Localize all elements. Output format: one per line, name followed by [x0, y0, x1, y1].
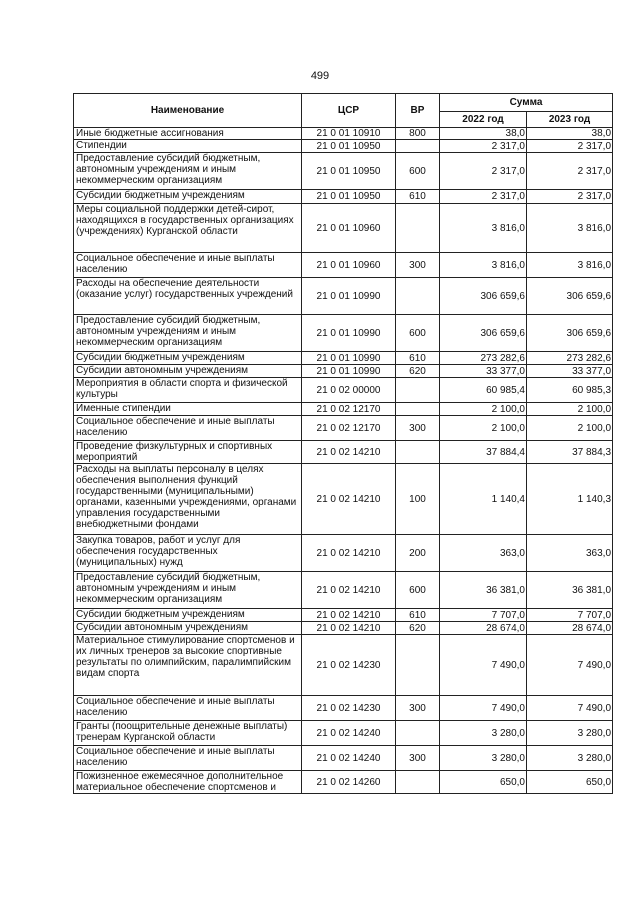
row-amount-2023-cell: 273 282,6	[527, 352, 613, 365]
header-sum: Сумма	[440, 94, 613, 112]
row-amount-2023-cell: 306 659,6	[527, 315, 613, 352]
row-vr-cell	[396, 441, 440, 464]
row-amount-2023-cell: 3 280,0	[527, 746, 613, 771]
row-vr-cell: 610	[396, 190, 440, 204]
row-amount-2022-cell: 7 490,0	[440, 696, 527, 721]
row-amount-2023-cell: 7 707,0	[527, 609, 613, 622]
row-csr-cell: 21 0 01 10990	[302, 315, 396, 352]
row-name-cell: Пожизненное ежемесячное дополнительное материальное обеспечение спортсменов и	[74, 771, 302, 794]
row-csr-cell: 21 0 02 14210	[302, 572, 396, 609]
row-name-cell: Предоставление субсидий бюджетным, автономным учреждениям и иным некоммерческим организациям	[74, 572, 302, 609]
row-csr-cell: 21 0 01 10950	[302, 140, 396, 153]
row-csr-cell: 21 0 02 14210	[302, 622, 396, 635]
row-csr-cell: 21 0 02 14260	[302, 771, 396, 794]
row-csr-cell: 21 0 01 10950	[302, 190, 396, 204]
table-row	[74, 190, 613, 204]
table-row	[74, 204, 613, 253]
row-name-cell: Субсидии бюджетным учреждениям	[74, 190, 302, 204]
row-name-cell: Проведение физкультурных и спортивных мероприятий	[74, 441, 302, 464]
row-amount-2022-cell: 2 317,0	[440, 140, 527, 153]
row-name-cell: Субсидии автономным учреждениям	[74, 622, 302, 635]
row-amount-2022-cell: 2 317,0	[440, 153, 527, 190]
row-vr-cell	[396, 278, 440, 315]
row-csr-cell: 21 0 02 14210	[302, 441, 396, 464]
row-name-cell: Предоставление субсидий бюджетным, автономным учреждениям и иным некоммерческим организациям	[74, 153, 302, 190]
row-name-cell: Социальное обеспечение и иные выплаты населению	[74, 416, 302, 441]
table-row	[74, 464, 613, 535]
row-csr-cell: 21 0 02 14210	[302, 609, 396, 622]
row-amount-2023-cell: 3 816,0	[527, 253, 613, 278]
row-amount-2023-cell: 28 674,0	[527, 622, 613, 635]
row-name-cell: Закупка товаров, работ и услуг для обеспечения государственных (муниципальных) нужд	[74, 535, 302, 572]
row-amount-2023-cell: 33 377,0	[527, 365, 613, 378]
row-amount-2023-cell: 1 140,3	[527, 464, 613, 535]
row-vr-cell	[396, 204, 440, 253]
row-vr-cell	[396, 403, 440, 416]
row-name-cell: Стипендии	[74, 140, 302, 153]
row-amount-2022-cell: 363,0	[440, 535, 527, 572]
table-row	[74, 128, 613, 140]
row-vr-cell: 300	[396, 253, 440, 278]
row-vr-cell: 300	[396, 416, 440, 441]
row-amount-2022-cell: 3 816,0	[440, 204, 527, 253]
row-amount-2023-cell: 60 985,3	[527, 378, 613, 403]
row-name-cell: Социальное обеспечение и иные выплаты населению	[74, 746, 302, 771]
row-csr-cell: 21 0 02 12170	[302, 416, 396, 441]
row-vr-cell	[396, 635, 440, 696]
budget-table	[73, 93, 613, 794]
header-year-2022: 2022 год	[440, 112, 527, 128]
row-name-cell: Предоставление субсидий бюджетным, автономным учреждениям и иным некоммерческим организациям	[74, 315, 302, 352]
table-row	[74, 140, 613, 153]
row-name-cell: Именные стипендии	[74, 403, 302, 416]
table-row	[74, 721, 613, 746]
row-amount-2023-cell: 2 100,0	[527, 403, 613, 416]
row-amount-2022-cell: 7 707,0	[440, 609, 527, 622]
row-amount-2023-cell: 306 659,6	[527, 278, 613, 315]
table-row	[74, 746, 613, 771]
row-vr-cell: 610	[396, 352, 440, 365]
table-row	[74, 365, 613, 378]
row-vr-cell: 800	[396, 128, 440, 140]
table-row	[74, 622, 613, 635]
row-vr-cell: 600	[396, 153, 440, 190]
row-amount-2022-cell: 60 985,4	[440, 378, 527, 403]
row-csr-cell: 21 0 02 14240	[302, 721, 396, 746]
row-vr-cell	[396, 721, 440, 746]
row-amount-2023-cell: 2 317,0	[527, 190, 613, 204]
row-amount-2023-cell: 2 317,0	[527, 153, 613, 190]
row-csr-cell: 21 0 01 10910	[302, 128, 396, 140]
table-row	[74, 352, 613, 365]
row-amount-2023-cell: 2 317,0	[527, 140, 613, 153]
header-year-2023: 2023 год	[527, 112, 613, 128]
row-name-cell: Гранты (поощрительные денежные выплаты) тренерам Курганской области	[74, 721, 302, 746]
row-amount-2022-cell: 2 100,0	[440, 416, 527, 441]
table-row	[74, 635, 613, 696]
row-amount-2022-cell: 37 884,4	[440, 441, 527, 464]
row-amount-2022-cell: 7 490,0	[440, 635, 527, 696]
row-amount-2022-cell: 273 282,6	[440, 352, 527, 365]
row-amount-2023-cell: 7 490,0	[527, 635, 613, 696]
row-csr-cell: 21 0 01 10990	[302, 352, 396, 365]
row-amount-2023-cell: 36 381,0	[527, 572, 613, 609]
row-csr-cell: 21 0 02 12170	[302, 403, 396, 416]
row-amount-2023-cell: 37 884,3	[527, 441, 613, 464]
row-vr-cell: 620	[396, 365, 440, 378]
table-row	[74, 278, 613, 315]
row-name-cell: Расходы на выплаты персоналу в целях обеспечения выполнения функций государственными (муниципальными) органами, казенными учреждениями, органами управления государственными внебюджетными фондами	[74, 464, 302, 535]
row-amount-2023-cell: 38,0	[527, 128, 613, 140]
row-amount-2023-cell: 3 280,0	[527, 721, 613, 746]
row-csr-cell: 21 0 01 10960	[302, 253, 396, 278]
row-csr-cell: 21 0 02 14210	[302, 535, 396, 572]
row-amount-2022-cell: 3 280,0	[440, 721, 527, 746]
row-name-cell: Субсидии автономным учреждениям	[74, 365, 302, 378]
header-vr: ВР	[396, 94, 440, 128]
row-amount-2022-cell: 38,0	[440, 128, 527, 140]
row-amount-2022-cell: 3 816,0	[440, 253, 527, 278]
row-amount-2022-cell: 28 674,0	[440, 622, 527, 635]
table-row	[74, 253, 613, 278]
table-row	[74, 378, 613, 403]
row-amount-2023-cell: 3 816,0	[527, 204, 613, 253]
row-vr-cell: 200	[396, 535, 440, 572]
row-name-cell: Мероприятия в области спорта и физической культуры	[74, 378, 302, 403]
table-row	[74, 416, 613, 441]
table-row	[74, 153, 613, 190]
row-amount-2023-cell: 7 490,0	[527, 696, 613, 721]
row-vr-cell: 600	[396, 572, 440, 609]
row-amount-2022-cell: 36 381,0	[440, 572, 527, 609]
row-name-cell: Меры социальной поддержки детей-сирот, находящихся в государственных организациях (учреждениях) Курганской области	[74, 204, 302, 253]
page-number: 499	[310, 70, 330, 82]
table-row	[74, 572, 613, 609]
row-vr-cell	[396, 378, 440, 403]
row-amount-2022-cell: 3 280,0	[440, 746, 527, 771]
row-name-cell: Материальное стимулирование спортсменов и их личных тренеров за высокие спортивные результаты по олимпийским, паралимпийским видам спорта	[74, 635, 302, 696]
row-csr-cell: 21 0 01 10990	[302, 278, 396, 315]
row-vr-cell: 100	[396, 464, 440, 535]
row-vr-cell: 620	[396, 622, 440, 635]
row-amount-2022-cell: 2 317,0	[440, 190, 527, 204]
row-amount-2023-cell: 650,0	[527, 771, 613, 794]
row-amount-2022-cell: 306 659,6	[440, 315, 527, 352]
row-name-cell: Субсидии бюджетным учреждениям	[74, 352, 302, 365]
row-vr-cell: 610	[396, 609, 440, 622]
row-name-cell: Социальное обеспечение и иные выплаты населению	[74, 696, 302, 721]
row-vr-cell	[396, 140, 440, 153]
row-csr-cell: 21 0 02 00000	[302, 378, 396, 403]
table-row	[74, 315, 613, 352]
row-csr-cell: 21 0 02 14210	[302, 464, 396, 535]
table-row	[74, 441, 613, 464]
table-row	[74, 535, 613, 572]
row-vr-cell	[396, 771, 440, 794]
row-amount-2022-cell: 306 659,6	[440, 278, 527, 315]
row-amount-2022-cell: 2 100,0	[440, 403, 527, 416]
row-amount-2023-cell: 363,0	[527, 535, 613, 572]
row-name-cell: Социальное обеспечение и иные выплаты населению	[74, 253, 302, 278]
table-body	[74, 128, 613, 794]
table-header	[74, 94, 613, 128]
row-amount-2022-cell: 650,0	[440, 771, 527, 794]
row-csr-cell: 21 0 01 10990	[302, 365, 396, 378]
row-csr-cell: 21 0 02 14230	[302, 696, 396, 721]
row-name-cell: Расходы на обеспечение деятельности (оказание услуг) государственных учреждений	[74, 278, 302, 315]
header-csr: ЦСР	[302, 94, 396, 128]
row-csr-cell: 21 0 01 10960	[302, 204, 396, 253]
row-amount-2023-cell: 2 100,0	[527, 416, 613, 441]
row-vr-cell: 300	[396, 746, 440, 771]
row-csr-cell: 21 0 02 14240	[302, 746, 396, 771]
row-name-cell: Субсидии бюджетным учреждениям	[74, 609, 302, 622]
row-csr-cell: 21 0 02 14230	[302, 635, 396, 696]
table-row	[74, 609, 613, 622]
row-name-cell: Иные бюджетные ассигнования	[74, 128, 302, 140]
header-name: Наименование	[74, 94, 302, 128]
table-row	[74, 696, 613, 721]
row-csr-cell: 21 0 01 10950	[302, 153, 396, 190]
table-row	[74, 403, 613, 416]
row-amount-2022-cell: 33 377,0	[440, 365, 527, 378]
table-row	[74, 771, 613, 794]
row-amount-2022-cell: 1 140,4	[440, 464, 527, 535]
row-vr-cell: 600	[396, 315, 440, 352]
row-vr-cell: 300	[396, 696, 440, 721]
